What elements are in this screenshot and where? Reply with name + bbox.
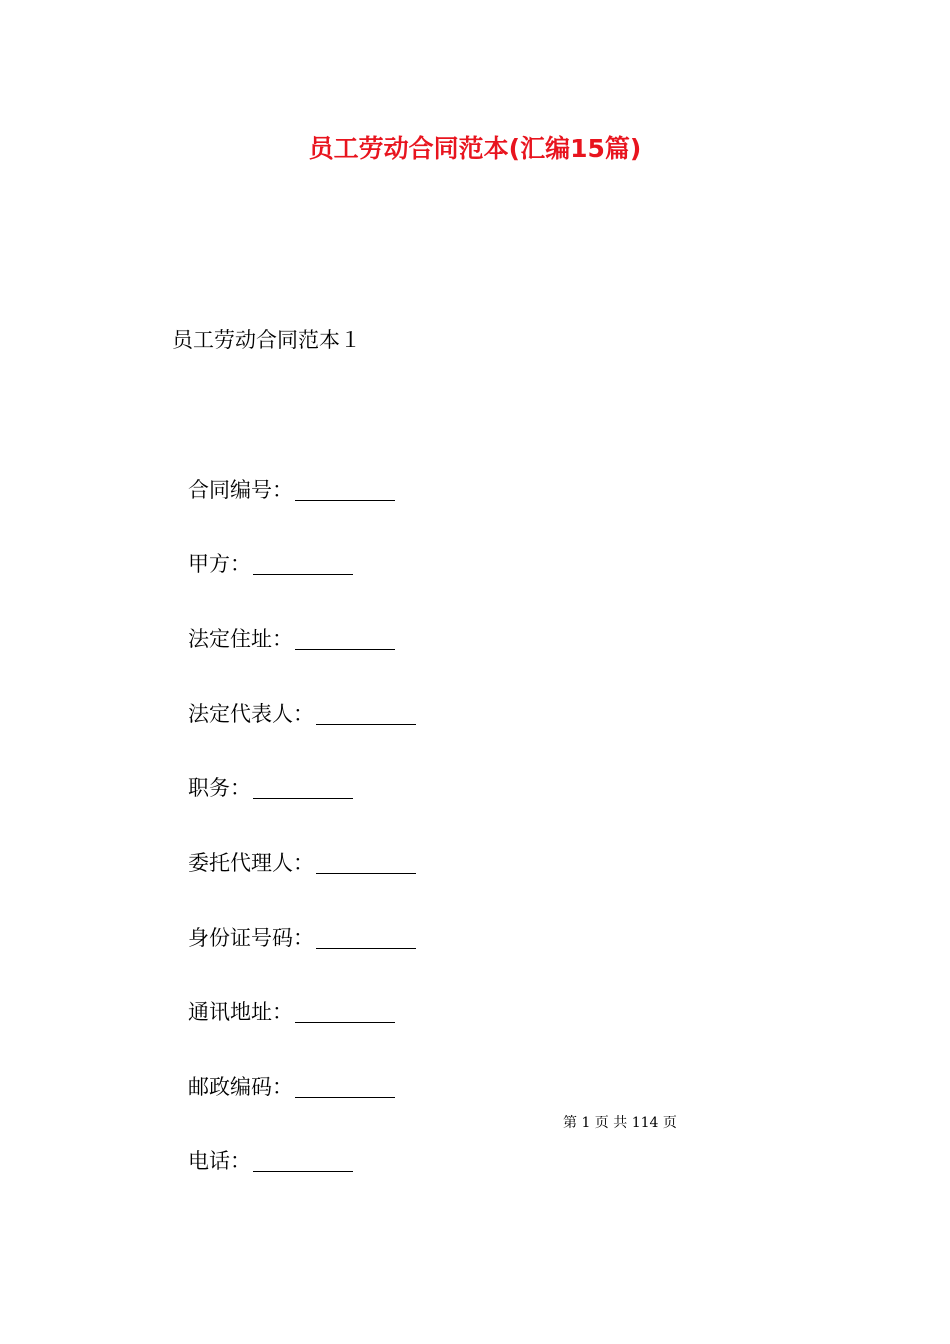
field-id-number <box>188 922 416 954</box>
fill-in-blank <box>295 625 395 650</box>
fill-in-blank <box>253 774 353 799</box>
field-position <box>188 772 353 804</box>
fill-in-blank <box>316 700 416 725</box>
field-phone <box>188 1145 353 1177</box>
field-label: 职务： <box>188 776 251 800</box>
field-legal-representative <box>188 698 416 730</box>
field-mailing-address <box>188 996 395 1028</box>
field-party-a <box>188 548 353 580</box>
field-label: 法定代表人： <box>188 702 314 726</box>
field-label: 身份证号码： <box>188 926 314 950</box>
fill-in-blank <box>295 476 395 501</box>
fill-in-blank <box>316 849 416 874</box>
fill-in-blank <box>316 924 416 949</box>
field-label: 邮政编码： <box>188 1075 293 1099</box>
field-label: 法定住址： <box>188 627 293 651</box>
field-label: 电话： <box>188 1149 251 1173</box>
field-label: 合同编号： <box>188 478 293 502</box>
field-label: 通讯地址： <box>188 1000 293 1024</box>
fill-in-blank <box>253 1147 353 1172</box>
fill-in-blank <box>295 1073 395 1098</box>
field-legal-address <box>188 623 395 655</box>
field-contract-number <box>188 474 395 506</box>
fill-in-blank <box>253 550 353 575</box>
field-postal-code <box>188 1071 395 1103</box>
fill-in-blank <box>295 998 395 1023</box>
document-title: 员工劳动合同范本(汇编15篇) <box>308 134 642 163</box>
field-label: 委托代理人： <box>188 851 314 875</box>
field-label: 甲方： <box>188 552 251 576</box>
field-authorized-agent <box>188 847 416 879</box>
section-heading: 员工劳动合同范本１ <box>172 328 361 352</box>
page-number-footer: 第 1 页 共 114 页 <box>563 1115 677 1131</box>
